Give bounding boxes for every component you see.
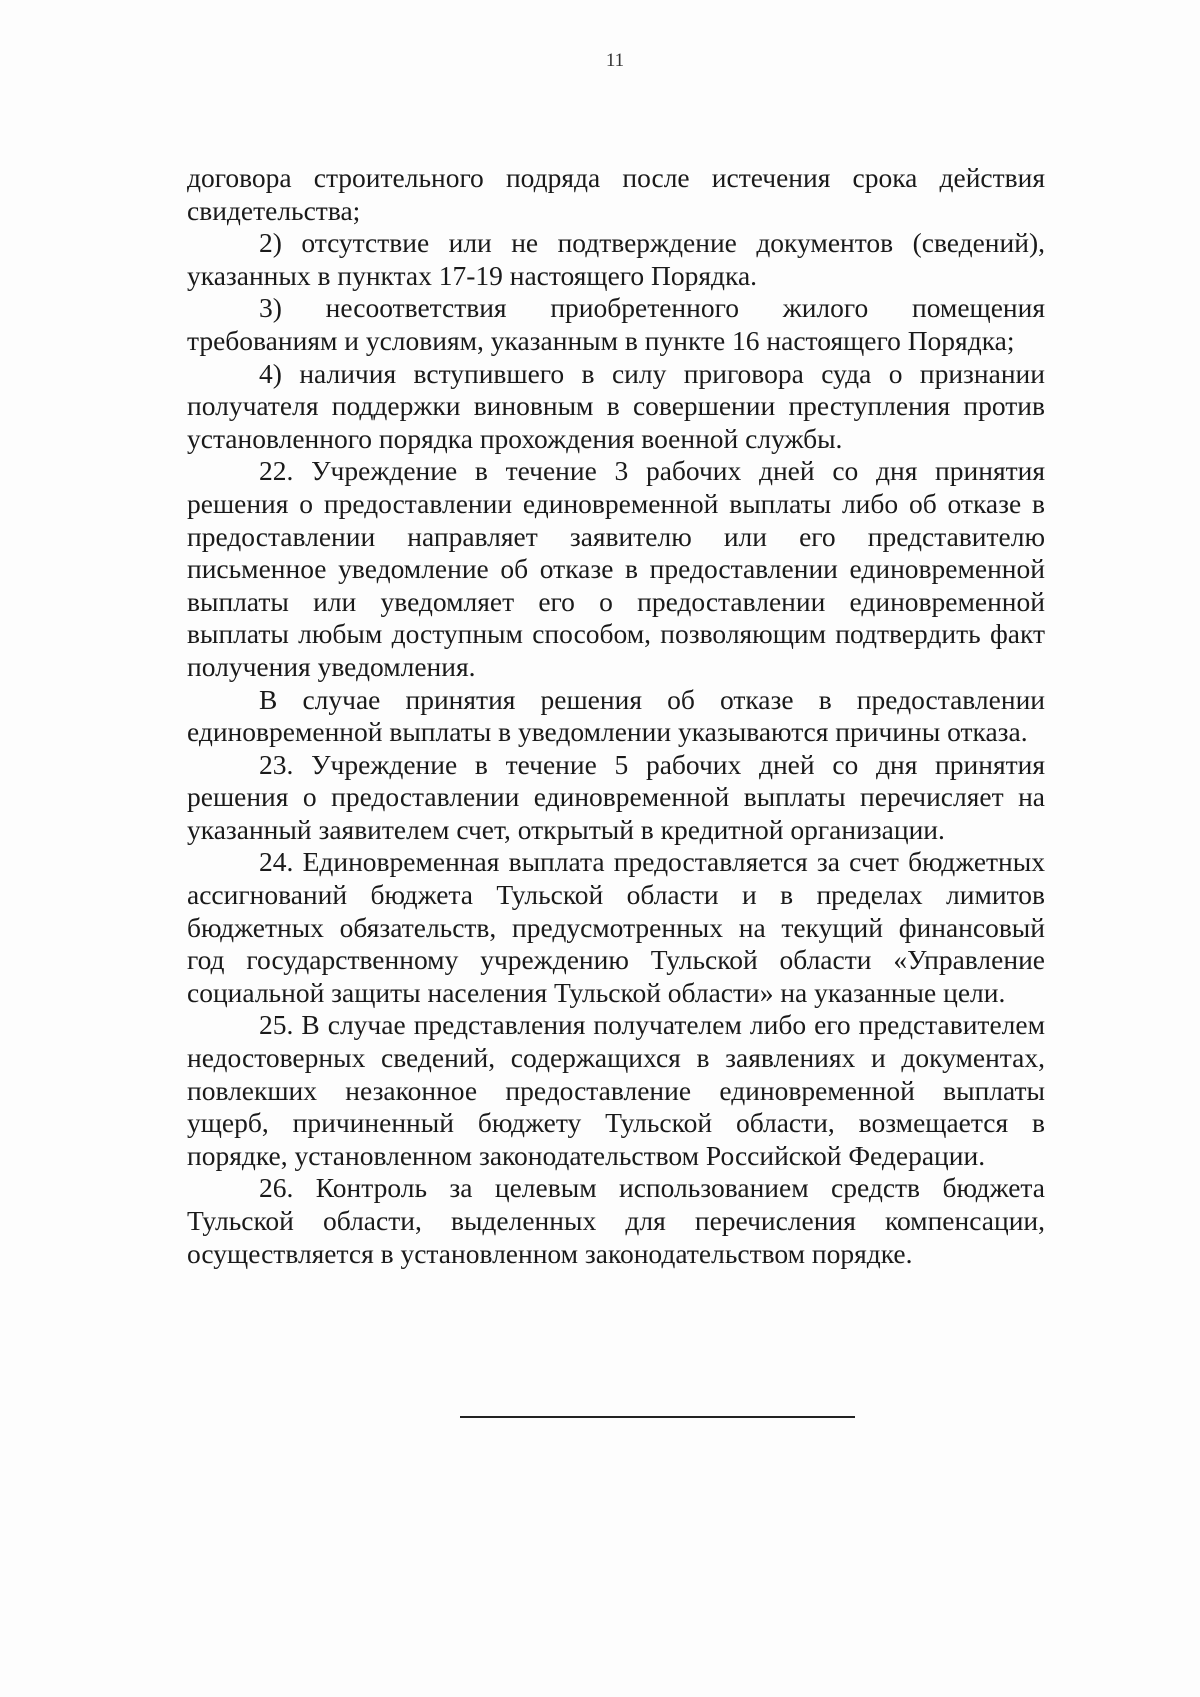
paragraph-2: 3) несоответствия приобретенного жилого помещения требованиям и условиям, указанным в пункте 16 настоящего Порядка; (187, 292, 1045, 356)
paragraph-7: 24. Единовременная выплата предоставляется за счет бюджетных ассигнований бюджета Тульской области и в пределах лимитов бюджетных обязательств, предусмотренных на текущий финансовый год государственному учреждению Тульской области «Управление социальной защиты населения Тульской области» на указанные цели. (187, 846, 1045, 1008)
paragraph-4: 22. Учреждение в течение 3 рабочих дней со дня принятия решения о предоставлении единовременной выплаты либо об отказе в предоставлении направляет заявителю или его представителю письменное уведомление об отказе в предоставлении единовременной выплаты или уведомляет его о предоставлении единовременной выплаты любым доступным способом, позволяющим подтвердить факт получения уведомления. (187, 455, 1045, 682)
paragraph-0: договора строительного подряда после истечения срока действия свидетельства; (187, 162, 1045, 226)
page-number: 11 (605, 50, 625, 71)
paragraph-9: 26. Контроль за целевым использованием средств бюджета Тульской области, выделенных для перечисления компенсации, осуществляется в установленном законодательством порядке. (187, 1172, 1045, 1269)
paragraph-6: 23. Учреждение в течение 5 рабочих дней со дня принятия решения о предоставлении единовременной выплаты перечисляет на указанный заявителем счет, открытый в кредитной организации. (187, 748, 1045, 845)
paragraph-8: 25. В случае представления получателем либо его представителем недостоверных сведений, содержащихся в заявлениях и документах, повлекших незаконное предоставление единовременной выплаты ущерб, причиненный бюджету Тульской области, возмещается в порядке, установленном законодательством Российской Федерации. (187, 1009, 1045, 1171)
paragraph-5: В случае принятия решения об отказе в предоставлении единовременной выплаты в уведомлении указываются причины отказа. (187, 683, 1045, 748)
end-of-document-rule (460, 1416, 855, 1418)
document-body (187, 162, 1045, 1270)
paragraph-1: 2) отсутствие или не подтверждение документов (сведений), указанных в пунктах 17-19 настоящего Порядка. (187, 227, 1045, 291)
paragraph-3: 4) наличия вступившего в силу приговора суда о признании получателя поддержки виновным в совершении преступления против установленного порядка прохождения военной службы. (187, 357, 1045, 454)
